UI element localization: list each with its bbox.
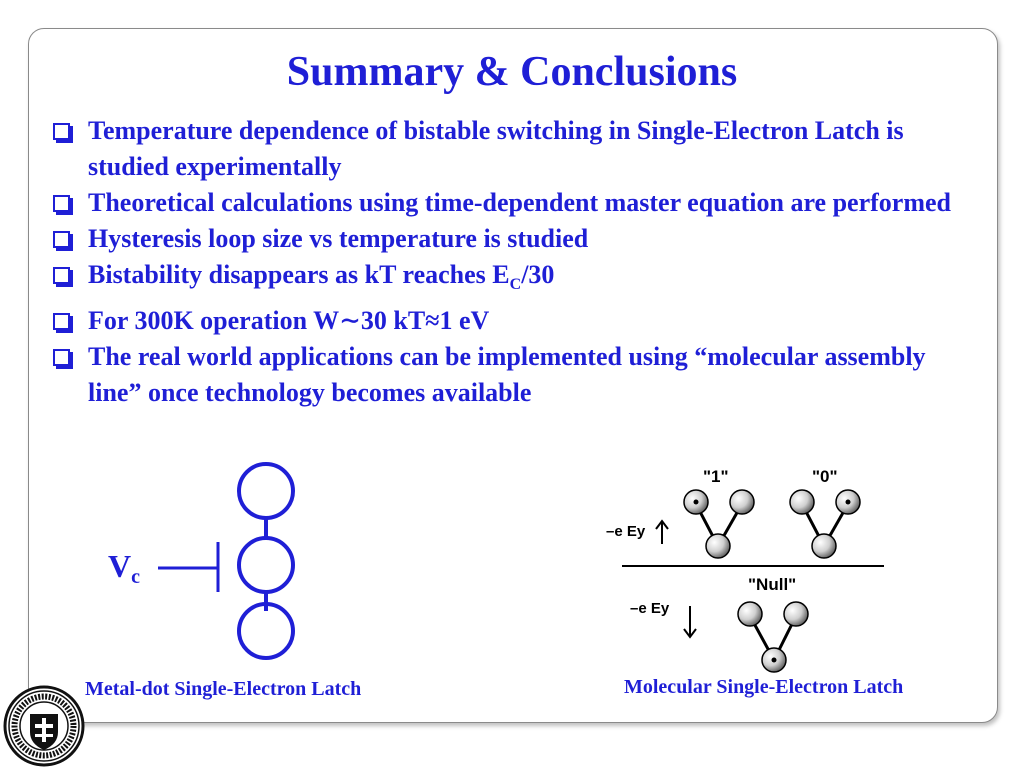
bullet-text: Theoretical calculations using time-dependent master equation are performed: [88, 188, 951, 217]
checkbox-bullet-icon: [53, 349, 70, 366]
molecular-latch-diagram: [600, 458, 900, 680]
bullet-item: [48, 303, 978, 339]
bullet-subscript: C: [509, 276, 522, 293]
bullet-item: [48, 185, 978, 221]
checkbox-bullet-icon: [53, 195, 70, 212]
bullet-text: Bistability disappears as kT reaches E: [88, 260, 510, 289]
bullet-text: Hysteresis loop size vs temperature is studied: [88, 224, 589, 253]
metal-dot-latch-diagram: [150, 455, 310, 665]
molecule-zero: [790, 490, 860, 558]
arrow-down-icon: [684, 606, 696, 637]
molecular-latch-caption: Molecular Single-Electron Latch: [624, 676, 904, 698]
bullet-item: [48, 339, 978, 411]
slide-title: Summary & Conclusions: [286, 49, 738, 95]
checkbox-bullet-icon: [53, 231, 70, 248]
molecule-null: [738, 602, 808, 672]
dot-top: [239, 464, 293, 518]
checkbox-bullet-icon: [53, 313, 70, 330]
dot-bottom: [239, 604, 293, 658]
vc-main: V: [108, 548, 132, 584]
field-up-label: –e Ey: [606, 523, 646, 540]
bullet-text: Temperature dependence of bistable switching in Single-Electron Latch is studied experimentally: [88, 116, 904, 181]
university-seal-icon: [2, 684, 86, 768]
bullet-text-suffix: /30: [521, 260, 555, 289]
bullet-text: For 300K operation W∼30 kT≈1 eV: [88, 306, 490, 335]
gate-voltage-label: [108, 548, 140, 589]
bullet-text: The real world applications can be implemented using “molecular assembly line” once technology becomes available: [88, 342, 926, 407]
state-one-label: "1": [703, 467, 729, 486]
bullet-list: [48, 113, 978, 411]
field-down-label: –e Ey: [630, 600, 670, 617]
bullet-item: [48, 113, 978, 185]
bullet-item: [48, 221, 978, 257]
bullet-item: [48, 257, 978, 303]
checkbox-bullet-icon: [53, 267, 70, 284]
state-zero-label: "0": [812, 467, 838, 486]
checkbox-bullet-icon: [53, 123, 70, 140]
arrow-up-icon: [656, 521, 668, 544]
molecule-one: [684, 490, 754, 558]
metal-latch-caption: Metal-dot Single-Electron Latch: [85, 678, 362, 700]
vc-subscript: c: [131, 566, 140, 588]
state-null-label: "Null": [748, 575, 797, 594]
dot-middle: [239, 538, 293, 592]
